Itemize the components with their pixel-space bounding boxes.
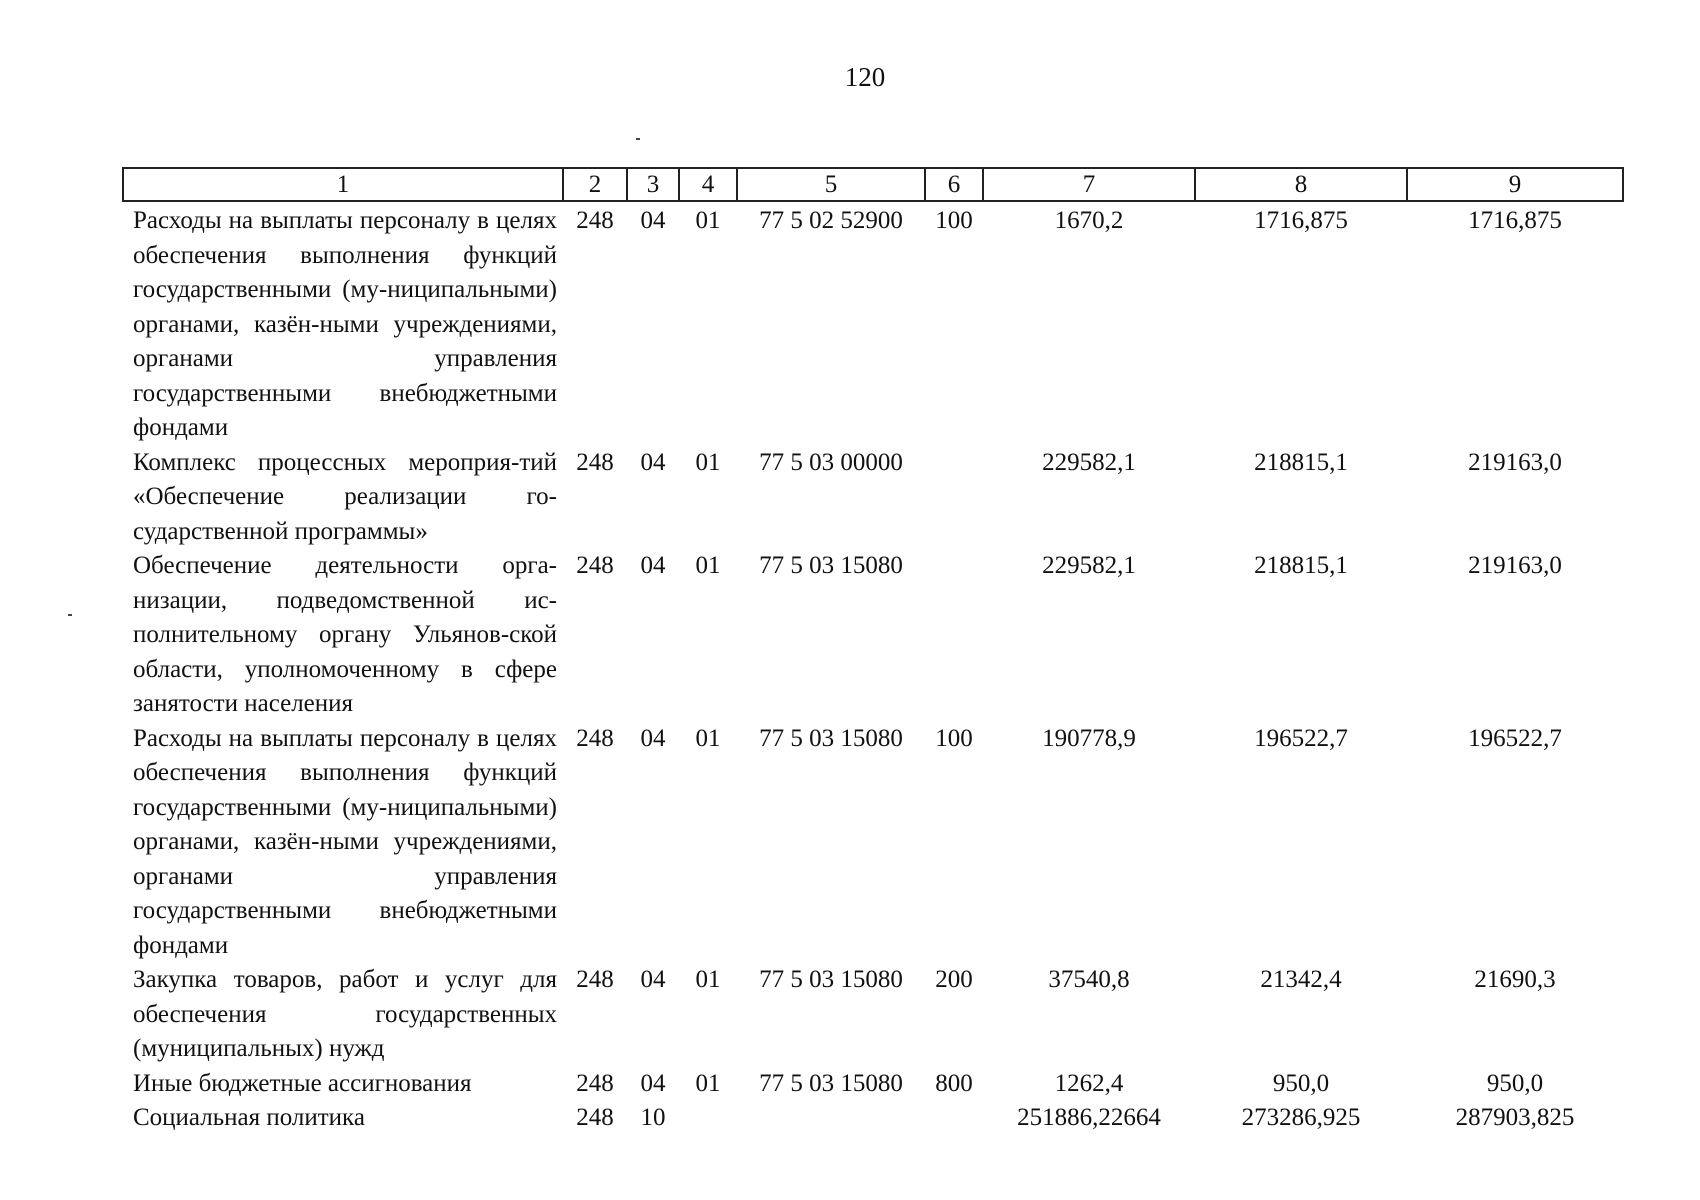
row-name: Расходы на выплаты персоналу в целях обеспечения выполнения функций государственными (му-ниципальными) органами, казён-ными учреждениями, органами управления государственными внебюджетными фондами xyxy=(133,724,557,959)
row-code-5: 77 5 02 52900 xyxy=(759,207,903,234)
row-code-6 xyxy=(925,549,983,722)
table-row xyxy=(123,1101,1623,1136)
row-code-6: 100 xyxy=(935,207,973,234)
row-code-3: 04 xyxy=(640,448,666,476)
page-number: 120 xyxy=(844,62,886,92)
row-code-5: 77 5 03 00000 xyxy=(759,448,903,476)
scan-speck xyxy=(636,138,640,140)
row-code-5: 77 5 03 15080 xyxy=(759,1069,903,1097)
table-row xyxy=(123,446,1623,550)
budget-table-container xyxy=(122,167,1622,1136)
row-code-2: 248 xyxy=(576,724,614,752)
row-value-8: 21342,4 xyxy=(1260,966,1342,993)
row-code-5 xyxy=(737,1101,925,1136)
row-code-3: 04 xyxy=(640,552,666,579)
row-code-2: 248 xyxy=(576,448,614,476)
row-value-9: 287903,825 xyxy=(1455,1104,1575,1131)
row-value-8: 1716,875 xyxy=(1254,207,1348,234)
row-code-5: 77 5 03 15080 xyxy=(759,552,903,579)
row-code-4: 01 xyxy=(695,966,721,993)
row-code-5: 77 5 03 15080 xyxy=(759,724,903,752)
row-value-7: 229582,1 xyxy=(1042,448,1136,476)
row-code-4: 01 xyxy=(695,724,721,752)
row-value-9: 21690,3 xyxy=(1474,966,1556,993)
row-code-4: 01 xyxy=(695,207,721,234)
row-name: Обеспечение деятельности орга-низации, подведомственной ис-полнительному органу Ульянов-ской области, уполномоченному в сфере занятости населения xyxy=(133,552,557,717)
row-value-9: 219163,0 xyxy=(1468,552,1562,579)
row-code-6 xyxy=(925,1101,983,1136)
header-col-8: 8 xyxy=(1195,168,1407,201)
row-value-9: 219163,0 xyxy=(1468,448,1562,476)
row-code-5: 77 5 03 15080 xyxy=(759,966,903,993)
row-code-2: 248 xyxy=(576,552,614,579)
row-code-3: 04 xyxy=(640,966,666,993)
row-code-6: 800 xyxy=(935,1069,973,1097)
row-value-7: 1670,2 xyxy=(1054,207,1124,234)
header-col-7: 7 xyxy=(983,168,1195,201)
table-row xyxy=(123,963,1623,1067)
header-col-2: 2 xyxy=(563,168,627,201)
header-col-5: 5 xyxy=(737,168,925,201)
header-col-9: 9 xyxy=(1407,168,1623,201)
row-value-8: 196522,7 xyxy=(1254,724,1348,752)
row-code-4: 01 xyxy=(695,448,721,476)
row-name: Расходы на выплаты персоналу в целях обеспечения выполнения функций государственными (му-ниципальными) органами, казён-ными учреждениями, органами управления государственными внебюджетными фондами xyxy=(133,207,557,441)
row-value-7: 190778,9 xyxy=(1042,724,1136,752)
row-code-2: 248 xyxy=(576,1069,614,1097)
row-value-8: 273286,925 xyxy=(1241,1104,1361,1131)
row-name: Закупка товаров, работ и услуг для обеспечения государственных (муниципальных) нужд xyxy=(133,966,557,1062)
row-code-3: 04 xyxy=(640,1069,666,1097)
row-code-2: 248 xyxy=(576,966,614,993)
row-value-9: 950,0 xyxy=(1486,1069,1544,1097)
table-row xyxy=(123,1067,1623,1102)
row-value-9: 196522,7 xyxy=(1468,724,1562,752)
table-row xyxy=(123,722,1623,964)
table-row xyxy=(123,549,1623,722)
row-name: Иные бюджетные ассигнования xyxy=(133,1069,472,1097)
row-value-7: 251886,22664 xyxy=(1017,1104,1161,1131)
row-value-8: 218815,1 xyxy=(1254,552,1348,579)
row-value-8: 950,0 xyxy=(1272,1069,1330,1097)
row-code-6: 100 xyxy=(935,724,973,752)
row-code-3: 04 xyxy=(640,207,666,234)
row-code-4: 01 xyxy=(695,552,721,579)
row-value-7: 1262,4 xyxy=(1054,1069,1124,1097)
header-col-1: 1 xyxy=(123,168,563,201)
row-value-7: 229582,1 xyxy=(1042,552,1136,579)
budget-table xyxy=(122,167,1624,1136)
header-col-4: 4 xyxy=(679,168,737,201)
table-header-row xyxy=(123,168,1623,201)
row-code-6: 200 xyxy=(935,966,973,993)
row-value-9: 1716,875 xyxy=(1468,207,1562,234)
row-value-8: 218815,1 xyxy=(1254,448,1348,476)
header-col-3: 3 xyxy=(627,168,679,201)
table-row xyxy=(123,201,1623,446)
row-name: Социальная политика xyxy=(133,1104,365,1131)
row-code-2: 248 xyxy=(576,1104,614,1131)
row-code-6 xyxy=(925,446,983,550)
row-code-4: 01 xyxy=(695,1069,721,1097)
row-code-3: 10 xyxy=(640,1104,666,1131)
row-name: Комплекс процессных мероприя-тий «Обеспечение реализации го-сударственной программы» xyxy=(133,448,557,545)
header-col-6: 6 xyxy=(925,168,983,201)
row-code-4 xyxy=(679,1101,737,1136)
row-value-7: 37540,8 xyxy=(1048,966,1130,993)
row-code-3: 04 xyxy=(640,724,666,752)
scan-speck xyxy=(68,614,72,616)
row-code-2: 248 xyxy=(576,207,614,234)
